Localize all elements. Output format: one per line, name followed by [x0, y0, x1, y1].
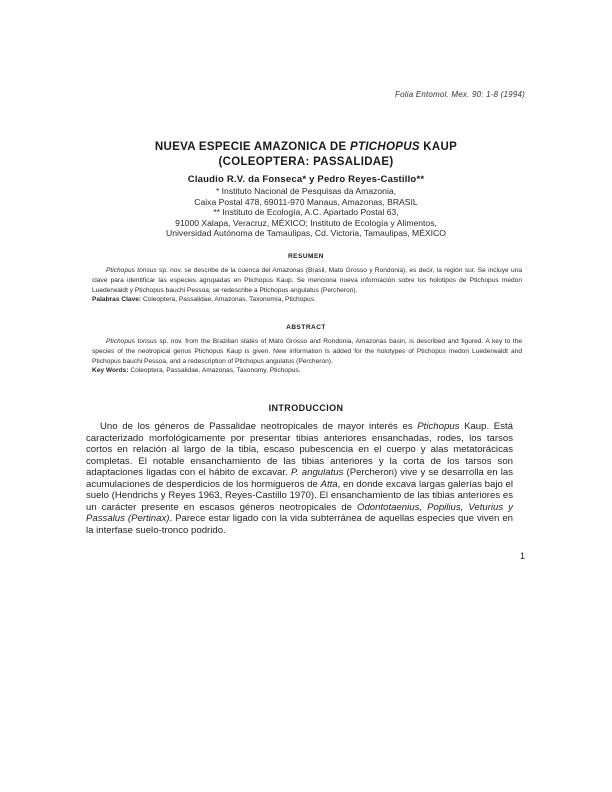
abstract-block — [92, 337, 522, 376]
abstract-keywords — [92, 366, 522, 376]
intro-text: (Percheron) vive y se desarrolla en las acumulaciones de desperdicios de los hormigueros de — [86, 467, 513, 490]
title-line1 — [155, 141, 457, 153]
intro-ant-genus: Atta — [320, 478, 338, 490]
introduction-body — [86, 421, 513, 536]
abstract-heading: ABSTRACT — [286, 324, 326, 331]
intro-genera: Odontotaenius, Popilius, Veturius y Passalus (Pertinax) — [86, 501, 513, 524]
introduction-heading: INTRODUCCION — [268, 403, 344, 413]
affiliation-line: * Instituto Nacional de Pesquisas da Amazonia, — [215, 186, 397, 196]
resumen-body: sp. nov. se describe de la cuenca del Amazonas (Brasil, Mato Grosso y Rondonia), es decir, la región sur. Se incluye una clave para identificar las especies agrupadas en Ptichopus Kaup. Se menciona nueva información sobre los holotipos de Ptichopus medon Luederwaldt y Ptichopus bauchi Pessoa; se redescribe a Ptichopus angulatus (Percheron). — [92, 267, 522, 294]
intro-text: . Parece estar ligado con la vida subterránea de aquellas especies que viven en la interfase suelo-tronco podrido. — [86, 513, 513, 536]
affiliations — [0, 186, 612, 239]
affiliation-line: 91000 Xalapa, Veracruz, MÉXICO; Instituto de Ecología y Alimentos, — [175, 217, 437, 228]
affiliation-line: ** Instituto de Ecología, A.C. Apartado Postal 63, — [213, 207, 399, 218]
title-suffix: KAUP — [419, 141, 458, 153]
title-prefix: NUEVA ESPECIE AMAZONICA DE — [154, 141, 351, 153]
intro-species: P. angulatus — [290, 467, 344, 478]
resumen-block — [92, 266, 522, 305]
intro-text: Kaup. Está caracterizado morfológicamente por presentar tibias anteriores ensanchadas, rodes, los tarsos cortos en relación al largo de la tibia, escaso pubescencia en el cuerpo y alas metatorácicas completas. El notable ensanchamiento de las tibias anteriores y la corta de los tarsos son adaptaciones ligadas con el hábito de excavar. — [86, 421, 513, 478]
resumen-heading: RESUMEN — [287, 253, 324, 260]
article-title — [0, 140, 612, 170]
title-genus: PTICHOPUS — [350, 141, 420, 153]
authors: Claudio R.V. da Fonseca* y Pedro Reyes-Castillo** — [187, 174, 425, 185]
abstract-species: Ptichopus tonsus — [106, 338, 157, 345]
title-line2: (COLEOPTERA: PASSALIDAE) — [218, 156, 394, 168]
affiliation-line: Universidad Autónoma de Tamaulipas, Cd. Victoria, Tamaulipas, MÉXICO — [166, 228, 446, 239]
page-number: 1 — [519, 551, 525, 561]
journal-citation: Folia Entomol. Mex. 90: 1-8 (1994) — [395, 90, 525, 99]
resumen-keywords-list: Coleoptera, Passalidae, Amazonas, Taxonomía, Ptichopus. — [141, 296, 316, 304]
introduction-paragraph — [86, 421, 513, 536]
abstract-body: sp. nov. from the Brazilian states of Mato Grosso and Rondonia, Amazonas basin, is described and figured. A key to the species of the neotropical genus Ptichopus Kaup is given. New information is added for the holotypes of Ptichopus medon Luederwaldt and Ptichopus bauchi Pessoa, and a redescription of Ptichopus angulatus (Percheron). — [92, 338, 522, 365]
abstract-keywords-label: Key Words: — [92, 367, 129, 375]
intro-genus: Ptichopus — [417, 421, 460, 432]
intro-text: , en donde excava largas galerías bajo el suelo (Hendrichs y Reyes 1963, Reyes-Castillo 1970). El ensanchamiento de las tibias anteriores es un carácter presente en escasos géneros neotropicales de — [86, 478, 513, 513]
resumen-keywords — [92, 295, 522, 305]
abstract-text — [92, 337, 522, 366]
resumen-species: Ptichopus tonsus — [106, 267, 157, 274]
affiliation-line: Caixa Postal 478, 69011-970 Manaus, Amazonas, BRASIL — [194, 196, 418, 207]
resumen-text — [92, 266, 522, 295]
abstract-keywords-list: Coleoptera, Passalidae, Amazonas, Taxonomy, Ptichopus. — [128, 367, 301, 375]
resumen-keywords-label: Palabras Clave: — [92, 296, 142, 304]
intro-text: Uno de los géneros de Passalidae neotropicales de mayor interés es — [100, 421, 418, 432]
